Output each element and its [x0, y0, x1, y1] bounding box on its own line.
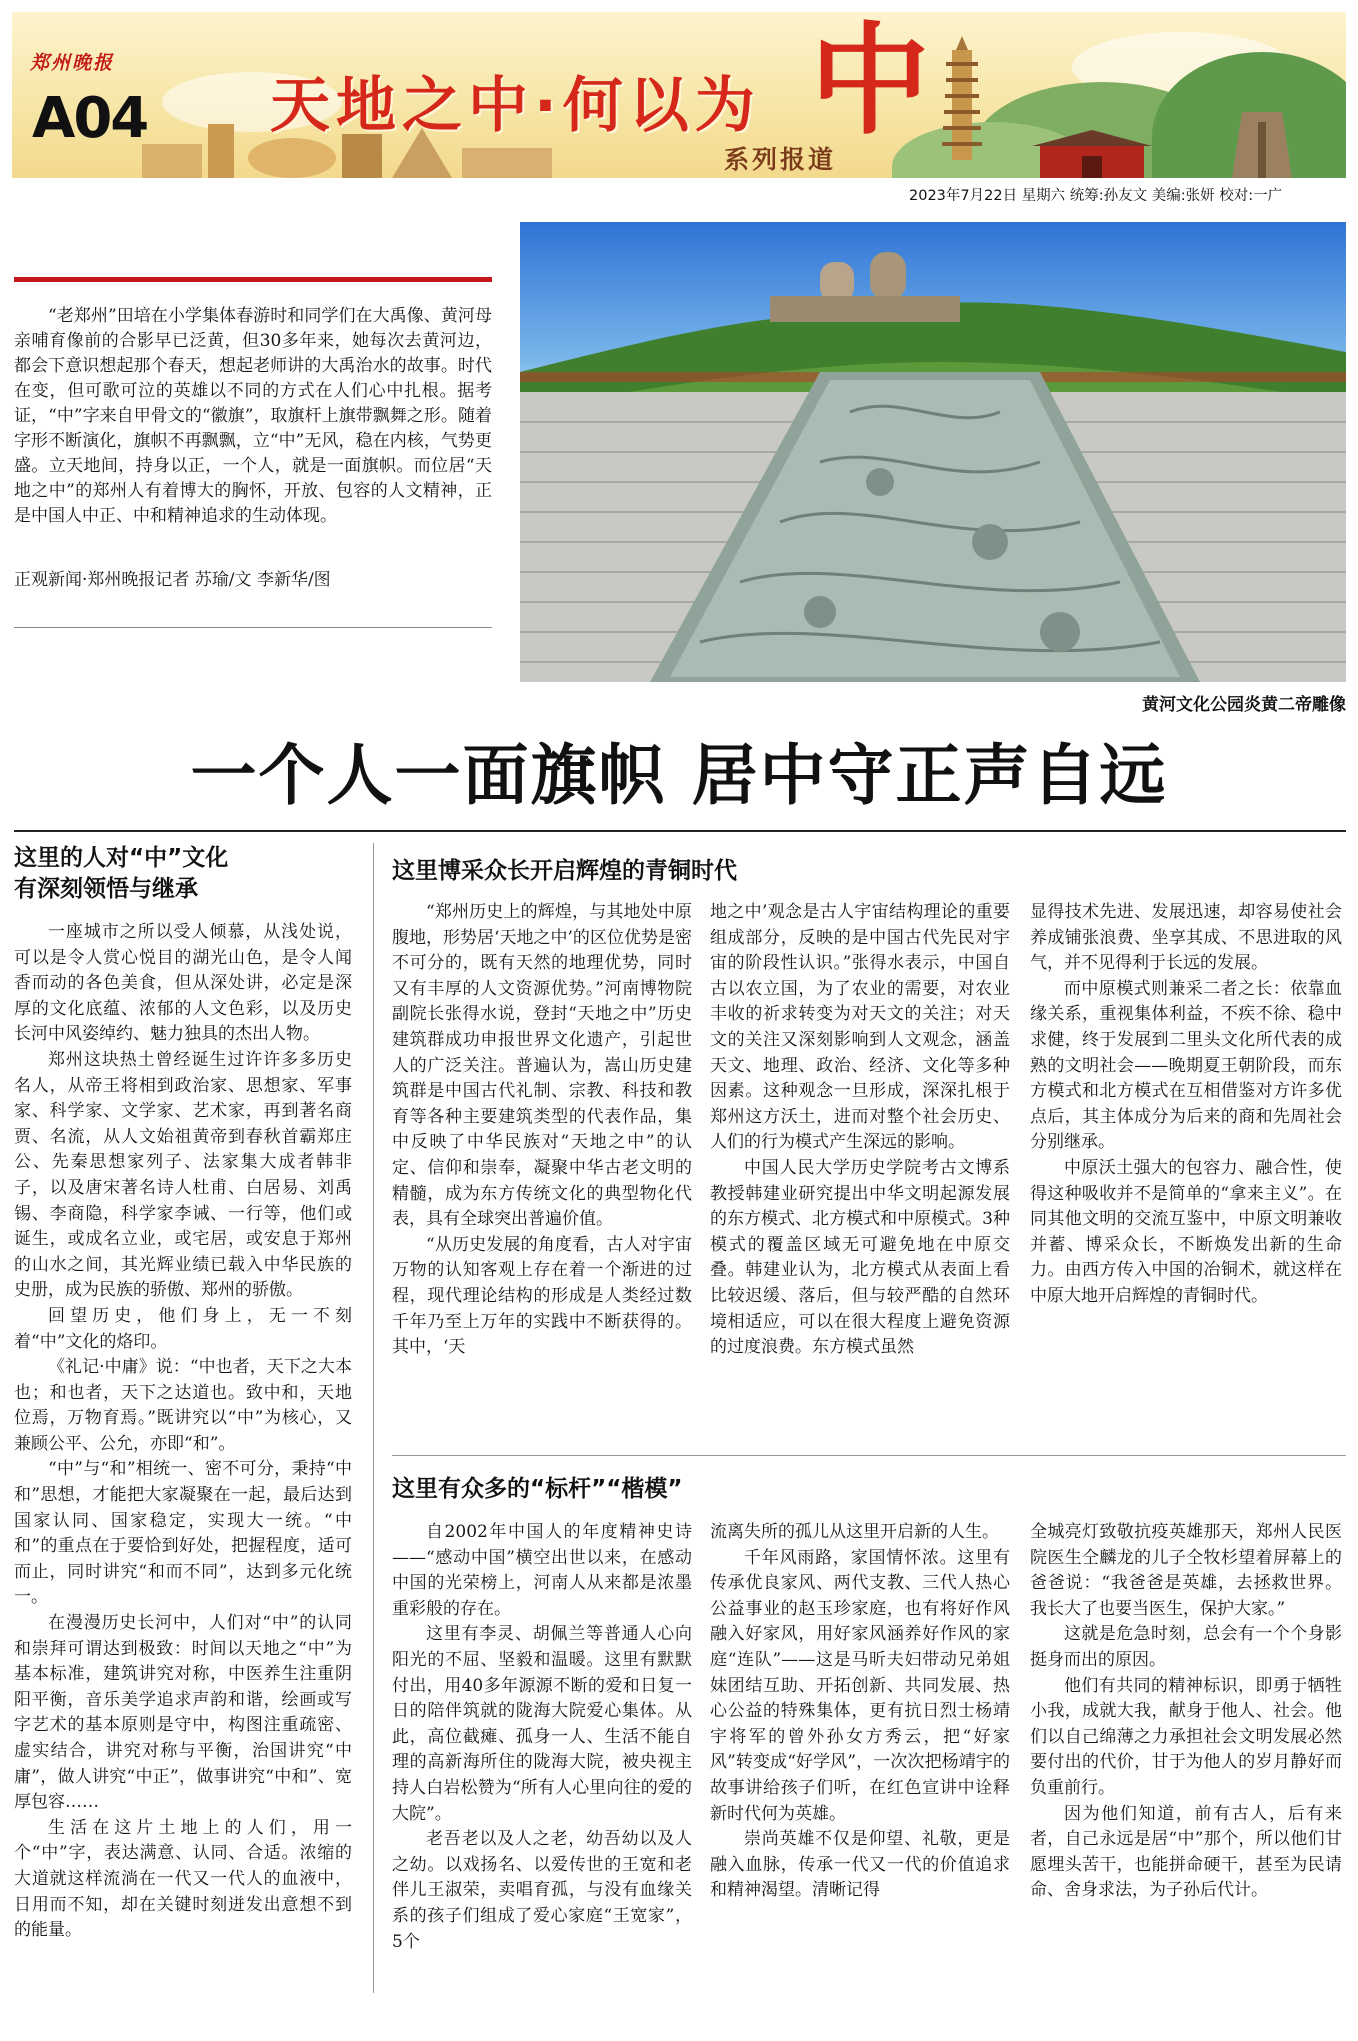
section2-column-2 — [710, 900, 1010, 1440]
section1-title-line1: 这里的人对“中”文化 — [14, 845, 229, 871]
main-headline: 一个人一面旗帜 居中守正声自远 — [190, 737, 1168, 814]
section1-title-line2: 有深刻领悟与继承 — [14, 876, 198, 902]
section2-paragraph: 而中原模式则兼采二者之长：依靠血缘关系，重视集体利益，不疾不徐、稳中求健，终于发展到二里头文化所代表的成熟的文明社会——晚期夏王朝阶段，而东方模式和北方模式在互相借鉴对方许多优点后，其主体成分为后来的商和先周社会分别继承。 — [1030, 978, 1342, 1153]
section3-column-2 — [710, 1520, 1010, 1998]
section3-paragraph: 千年风雨路，家国情怀浓。这里有传承优良家风、两代支教、三代人热心公益事业的赵玉珍家庭，也有将好作风融入好家风，用好家风涵养好作风的家庭“连队”——这是马昕夫妇带动兄弟姐妹团结互助、开拓创新、共同发展、热心公益的特殊集体，更有抗日烈士杨靖宇将军的曾外孙女方秀云，把“好家风”转变成“好学风”，一次次把杨靖宇的故事讲给孩子们听，在红色宣讲中诠释新时代何为英雄。 — [710, 1547, 1010, 1824]
section1-body — [14, 920, 352, 1995]
column-divider — [373, 843, 374, 1993]
section1-title — [14, 843, 354, 905]
section3-paragraph: 自2002年中国人的年度精神史诗——“感动中国”横空出世以来，在感动中国的光荣榜上，河南人从来都是浓墨重彩般的存在。 — [392, 1522, 692, 1619]
section1-paragraph: 在漫漫历史长河中，人们对“中”的认同和崇拜可谓达到极致：时间以天地之“中”为基本标准，建筑讲究对称，中医养生注重阴阳平衡，音乐美学追求声韵和谐，绘画或写字艺术的基本原则是守中，构图注重疏密、虚实结合，讲究对称与平衡，治国讲究“中庸”，做人讲究“中正”，做事讲究“中和”、宽厚包容…… — [14, 1613, 352, 1813]
photo-yan-huang-statue — [520, 222, 1346, 682]
section3-paragraph: 因为他们知道，前有古人，后有来者，自己永远是居“中”那个，所以他们甘愿埋头苦干，也能拼命硬干，甚至为民请命、舍身求法，为子孙后代计。 — [1030, 1803, 1342, 1901]
section-divider — [392, 1455, 1346, 1456]
section3-paragraph: 全城亮灯致敬抗疫英雄那天，郑州人民医院医生仝麟龙的儿子仝牧杉望着屏幕上的爸爸说：“我爸爸是英雄，去拯救世界。我长大了也要当医生，保护大家。” — [1030, 1522, 1342, 1619]
section3-paragraph: 崇尚英雄不仅是仰望、礼敬，更是融入血脉，传承一代又一代的价值追求和精神渴望。清晰记得 — [710, 1829, 1010, 1901]
section2-column-1 — [392, 900, 692, 1440]
section3-paragraph: 这里有李灵、胡佩兰等普通人心向阳光的不屈、坚毅和温暖。这里有默默付出，用40多年源源不断的爱和日复一日的陪伴筑就的陇海大院爱心集体。从此，高位截瘫、孤身一人、生活不能自理的高新海所住的陇海大院，被央视主持人白岩松赞为“所有人心里向往的爱的大院”。 — [392, 1624, 692, 1824]
section3-column-1 — [392, 1520, 692, 1998]
section3-title: 这里有众多的“标杆”“楷模” — [392, 1476, 683, 1502]
section3-paragraph: 这就是危急时刻，总会有一个个身影挺身而出的原因。 — [1030, 1624, 1342, 1670]
section3-paragraph: 老吾老以及人之老，幼吾幼以及人之幼。以戏扬名、以爱传世的王宽和老伴儿王淑荣，卖唱育孤，与没有血缘关系的孩子们组成了爱心家庭“王宽家”，5个 — [392, 1829, 692, 1952]
dateline: 2023年7月22日 星期六 统筹:孙友文 美编:张妍 校对:一广 — [909, 188, 1283, 204]
section3-paragraph: 流离失所的孤儿从这里开启新的人生。 — [710, 1522, 999, 1542]
photo-caption: 黄河文化公园炎黄二帝雕像 — [1142, 695, 1346, 715]
section2-column-3 — [1030, 900, 1342, 1440]
section2-title: 这里博采众长开启辉煌的青铜时代 — [392, 858, 737, 884]
section2-paragraph: 地之中’观念是古人宇宙结构理论的重要组成部分，反映的是中国古代先民对宇宙的阶段性认识。”张得水表示，中国自古以农立国，为了农业的需要，对农业丰收的祈求转变为对天文的关注；对天文的关注又深刻影响到人文观念，涵盖天文、地理、政治、经济、文化等多种因素。这种观念一旦形成，深深扎根于郑州这方沃土，进而对整个社会历史、人们的行为模式产生深远的影响。 — [710, 902, 1010, 1153]
series-subtitle: 系列报道 — [724, 145, 837, 174]
lead-divider — [14, 627, 492, 628]
lead-accent-rule — [14, 277, 492, 282]
series-title-big-character: 中 — [810, 12, 930, 151]
section2-paragraph: 显得技术先进、发展迅速，却容易使社会养成铺张浪费、坐享其成、不思进取的风气，并不见得利于长远的发展。 — [1030, 902, 1342, 974]
temple-gate-illustration — [1032, 130, 1152, 178]
newspaper-name: 郑州晚报 — [30, 52, 115, 74]
byline: 正观新闻·郑州晚报记者 苏瑜/文 李新华/图 — [14, 570, 331, 590]
section2-paragraph: 中原沃土强大的包容力、融合性，使得这种吸收并不是简单的“拿来主义”。在同其他文明的交流互鉴中，中原文明兼收并蓄、博采众长，不断焕发出新的生命力。由西方传入中国的冶铜术，就这样在中原大地开启辉煌的青铜时代。 — [1030, 1157, 1342, 1306]
section3-paragraph: 他们有共同的精神标识，即勇于牺牲小我，成就大我，献身于他人、社会。他们以自己绵薄之力承担社会文明发展必然要付出的代价，甘于为他人的岁月静好而负重前行。 — [1030, 1675, 1342, 1798]
section1-paragraph: “中”与“和”相统一、密不可分，秉持“中和”思想，才能把大家凝聚在一起，最后达到国家认同、国家稳定，实现大一统。“中和”的重点在于要恰到好处，把握程度，适可而止，同时讲究“和而不同”，达到多元化统一。 — [14, 1459, 352, 1608]
section1-paragraph: 生活在这片土地上的人们，用一个“中”字，表达满意、认同、合适。浓缩的大道就这样流淌在一代又一代人的血液中，日用而不知，却在关键时刻迸发出意想不到的能量。 — [14, 1817, 352, 1941]
section1-paragraph: 回望历史，他们身上，无一不刻着“中”文化的烙印。 — [14, 1305, 352, 1352]
section1-paragraph: 郑州这块热土曾经诞生过许许多多历史名人，从帝王将相到政治家、思想家、军事家、科学家、文学家、艺术家，再到著名商贾、名流，从人文始祖黄帝到春秋首霸郑庄公、先秦思想家列子、法家集大成者韩非子，以及唐宋著名诗人杜甫、白居易、刘禹锡、李商隐，科学家李诫、一行等，他们或诞生，或成名立业，或宅居，或安息于郑州的山水之间，其光辉业绩已载入中华民族的史册，成为民族的骄傲、郑州的骄傲。 — [14, 1049, 352, 1301]
masthead-banner — [12, 12, 1346, 178]
section2-paragraph: “从历史发展的角度看，古人对宇宙万物的认知客观上存在着一个渐进的过程，现代理论结构的形成是人类经过数千年乃至上万年的实践中不断获得的。其中，‘天 — [392, 1234, 692, 1358]
headline-rule — [14, 830, 1346, 832]
pagoda-illustration — [932, 36, 992, 166]
lead-paragraph: “老郑州”田培在小学集体春游时和同学们在大禹像、黄河母亲哺育像前的合影早已泛黄，但30多年来，她每次去黄河边，都会下意识想起那个春天，想起老师讲的大禹治水的故事。时代在变，但可歌可泣的英雄以不同的方式在人们心中扎根。据考证，“中”字来自甲骨文的“徽旗”，取旗杆上旗带飘舞之形。随着字形不断演化，旗帜不再飘飘，立“中”无风，稳在内核，气势更盛。立天地间，持身以正，一个人，就是一面旗帜。而位居“天地之中”的郑州人有着博大的胸怀，开放、包容的人文精神，正是中国人中正、中和精神追求的生动体现。 — [14, 306, 492, 526]
section1-paragraph: 《礼记·中庸》说：“中也者，天下之大本也；和也者，天下之达道也。致中和，天地位焉，万物育焉。”既讲究以“中”为核心，又兼顾公平、公允，亦即“和”。 — [14, 1357, 352, 1454]
section1-paragraph: 一座城市之所以受人倾慕，从浅处说，可以是令人赏心悦目的湖光山色，是令人闻香而动的各色美食，但从深处讲，必定是深厚的文化底蕴、浓郁的人文色彩，以及历史长河中风姿绰约、魅力独具的杰出人物。 — [14, 922, 352, 1045]
section2-paragraph: “郑州历史上的辉煌，与其地处中原腹地，形势居‘天地之中’的区位优势是密不可分的，既有天然的地理优势，同时又有丰厚的人文资源优势。”河南博物院副院长张得水说，登封“天地之中”历史建筑群成功申报世界文化遗产，引起世人的广泛关注。普遍认为，嵩山历史建筑群是中国古代礼制、宗教、科技和教育等各种主要建筑类型的代表作品，集中反映了中华民族对“天地之中”的认定、信仰和崇奉，凝聚中华古老文明的精髓，成为东方传统文化的典型物化代表，具有全球突出普遍价值。 — [392, 902, 692, 1230]
section3-column-3 — [1030, 1520, 1342, 1998]
observatory-illustration — [1222, 112, 1302, 178]
section2-paragraph: 中国人民大学历史学院考古文博系教授韩建业研究提出中华文明起源发展的东方模式、北方模式和中原模式。3种模式的覆盖区域无可避免地在中原交叠。韩建业认为，北方模式从表面上看比较迟缓、落后，但与较严酷的自然环境相适应，可以在很大程度上避免资源的过度浪费。东方模式虽然 — [710, 1157, 1010, 1358]
series-title: 天地之中·何以为 — [270, 71, 761, 141]
page-number: A04 — [32, 86, 148, 151]
